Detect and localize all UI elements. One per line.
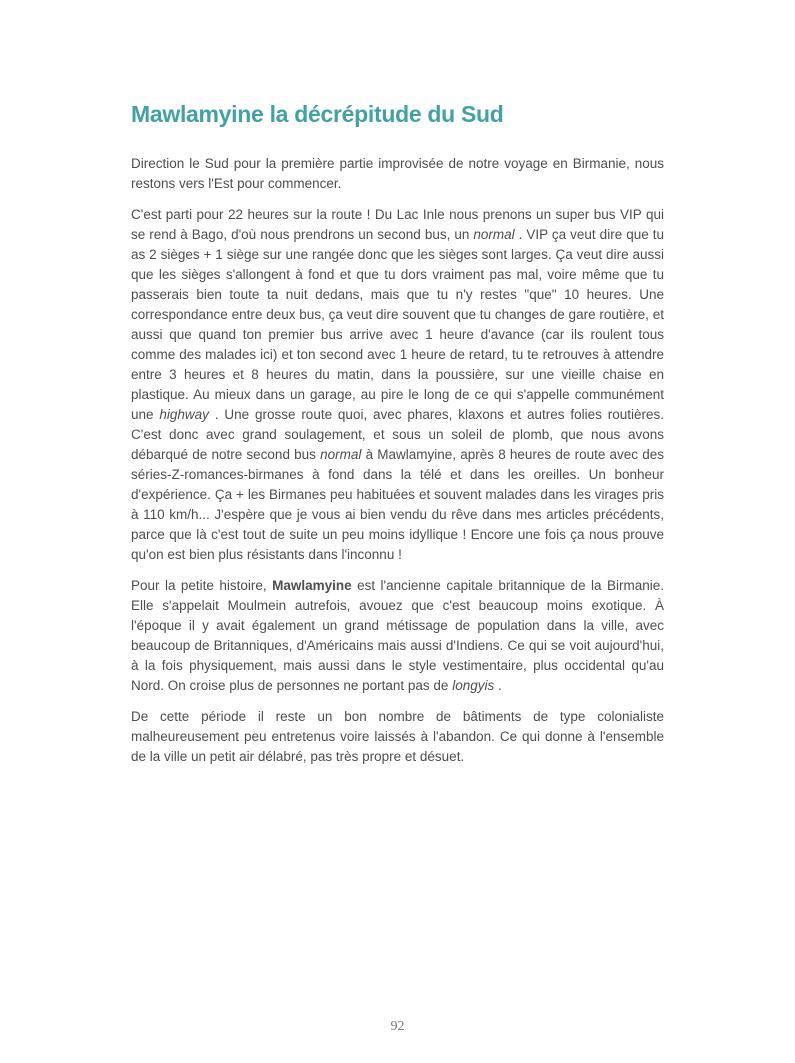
text-run: C'est parti pour 22 heures sur la route ! Du Lac Inle nous prenons un super bus VIP qui se rend à Bago, d'où nous prendrons un second bus, un (131, 207, 664, 242)
text-run-italic: longyis (452, 678, 495, 693)
text-run: Direction le Sud pour la première partie improvisée de notre voyage en Birmanie, nous restons vers l'Est pour commencer. (131, 156, 664, 191)
text-run: . VIP ça veut dire que tu as 2 sièges + 1 siège sur une rangée donc que les sièges sont larges. Ça veut dire aussi que les sièges s'allongent à fond et que tu dors vraiment pas mal, voire même que tu passerais bien toute ta nuit dedans, mais que tu n'y restes "que" 10 heures. Une correspondance entre deux bus, ça veut dire souvent que tu changes de gare routière, et aussi que quand ton premier bus arrive avec 1 heure d'avance (car ils roulent tous comme des malades ici) et ton second avec 1 heure de retard, tu te retrouves à attendre entre 3 heures et 8 heures du matin, dans la poussière, sur une vieille chaise en plastique. Au mieux dans un garage, au pire le long de ce qui s'appelle communément une (131, 227, 664, 422)
text-run: est l'ancienne capitale britannique de la Birmanie. Elle s'appelait Moulmein autrefois, avouez que c'est beaucoup moins exotique. À l'époque il y avait également un grand métissage de population dans la ville, avec beaucoup de Britanniques, d'Américains mais aussi d'Indiens. Ce qui se voit aujourd'hui, à la fois physiquement, mais aussi dans le style vestimentaire, plus occidental qu'au Nord. On croise plus de personnes ne portant pas de (131, 578, 664, 693)
text-run-italic: normal (473, 227, 515, 242)
text-run: . (494, 678, 502, 693)
text-run-italic: highway (159, 407, 209, 422)
paragraph-bus-trip (131, 205, 664, 565)
text-run-italic: normal (320, 447, 362, 462)
text-run-bold: Mawlamyine (272, 578, 352, 593)
paragraph-history (131, 576, 664, 696)
paragraph-intro (131, 154, 664, 194)
paragraph-colonial-buildings (131, 707, 664, 767)
page-number: 92 (390, 1019, 405, 1034)
text-run: à Mawlamyine, après 8 heures de route avec des séries-Z-romances-birmanes à fond dans la télé et dans les oreilles. Un bonheur d'expérience. Ça + les Birmanes peu habituées et souvent malades dans les virages pris à 110 km/h... J'espère que je vous ai bien vendu du rêve dans mes articles précédents, parce que là c'est tout de suite un peu moins idyllique ! Encore une fois ça nous prouve qu'on est bien plus résistants dans l'inconnu ! (131, 447, 665, 562)
page-title: Mawlamyine la décrépitude du Sud (131, 101, 504, 127)
text-run: De cette période il reste un bon nombre de bâtiments de type colonialiste malheureusement peu entretenus voire laissés à l'abandon. Ce qui donne à l'ensemble de la ville un petit air délabré, pas très propre et désuet. (131, 709, 664, 764)
text-run: . Une grosse route quoi, avec phares, klaxons et autres folies routières. C'est donc avec grand soulagement, et sous un soleil de plomb, que nous avons débarqué de notre second bus (131, 407, 664, 462)
text-run: Pour la petite histoire, (131, 578, 273, 593)
